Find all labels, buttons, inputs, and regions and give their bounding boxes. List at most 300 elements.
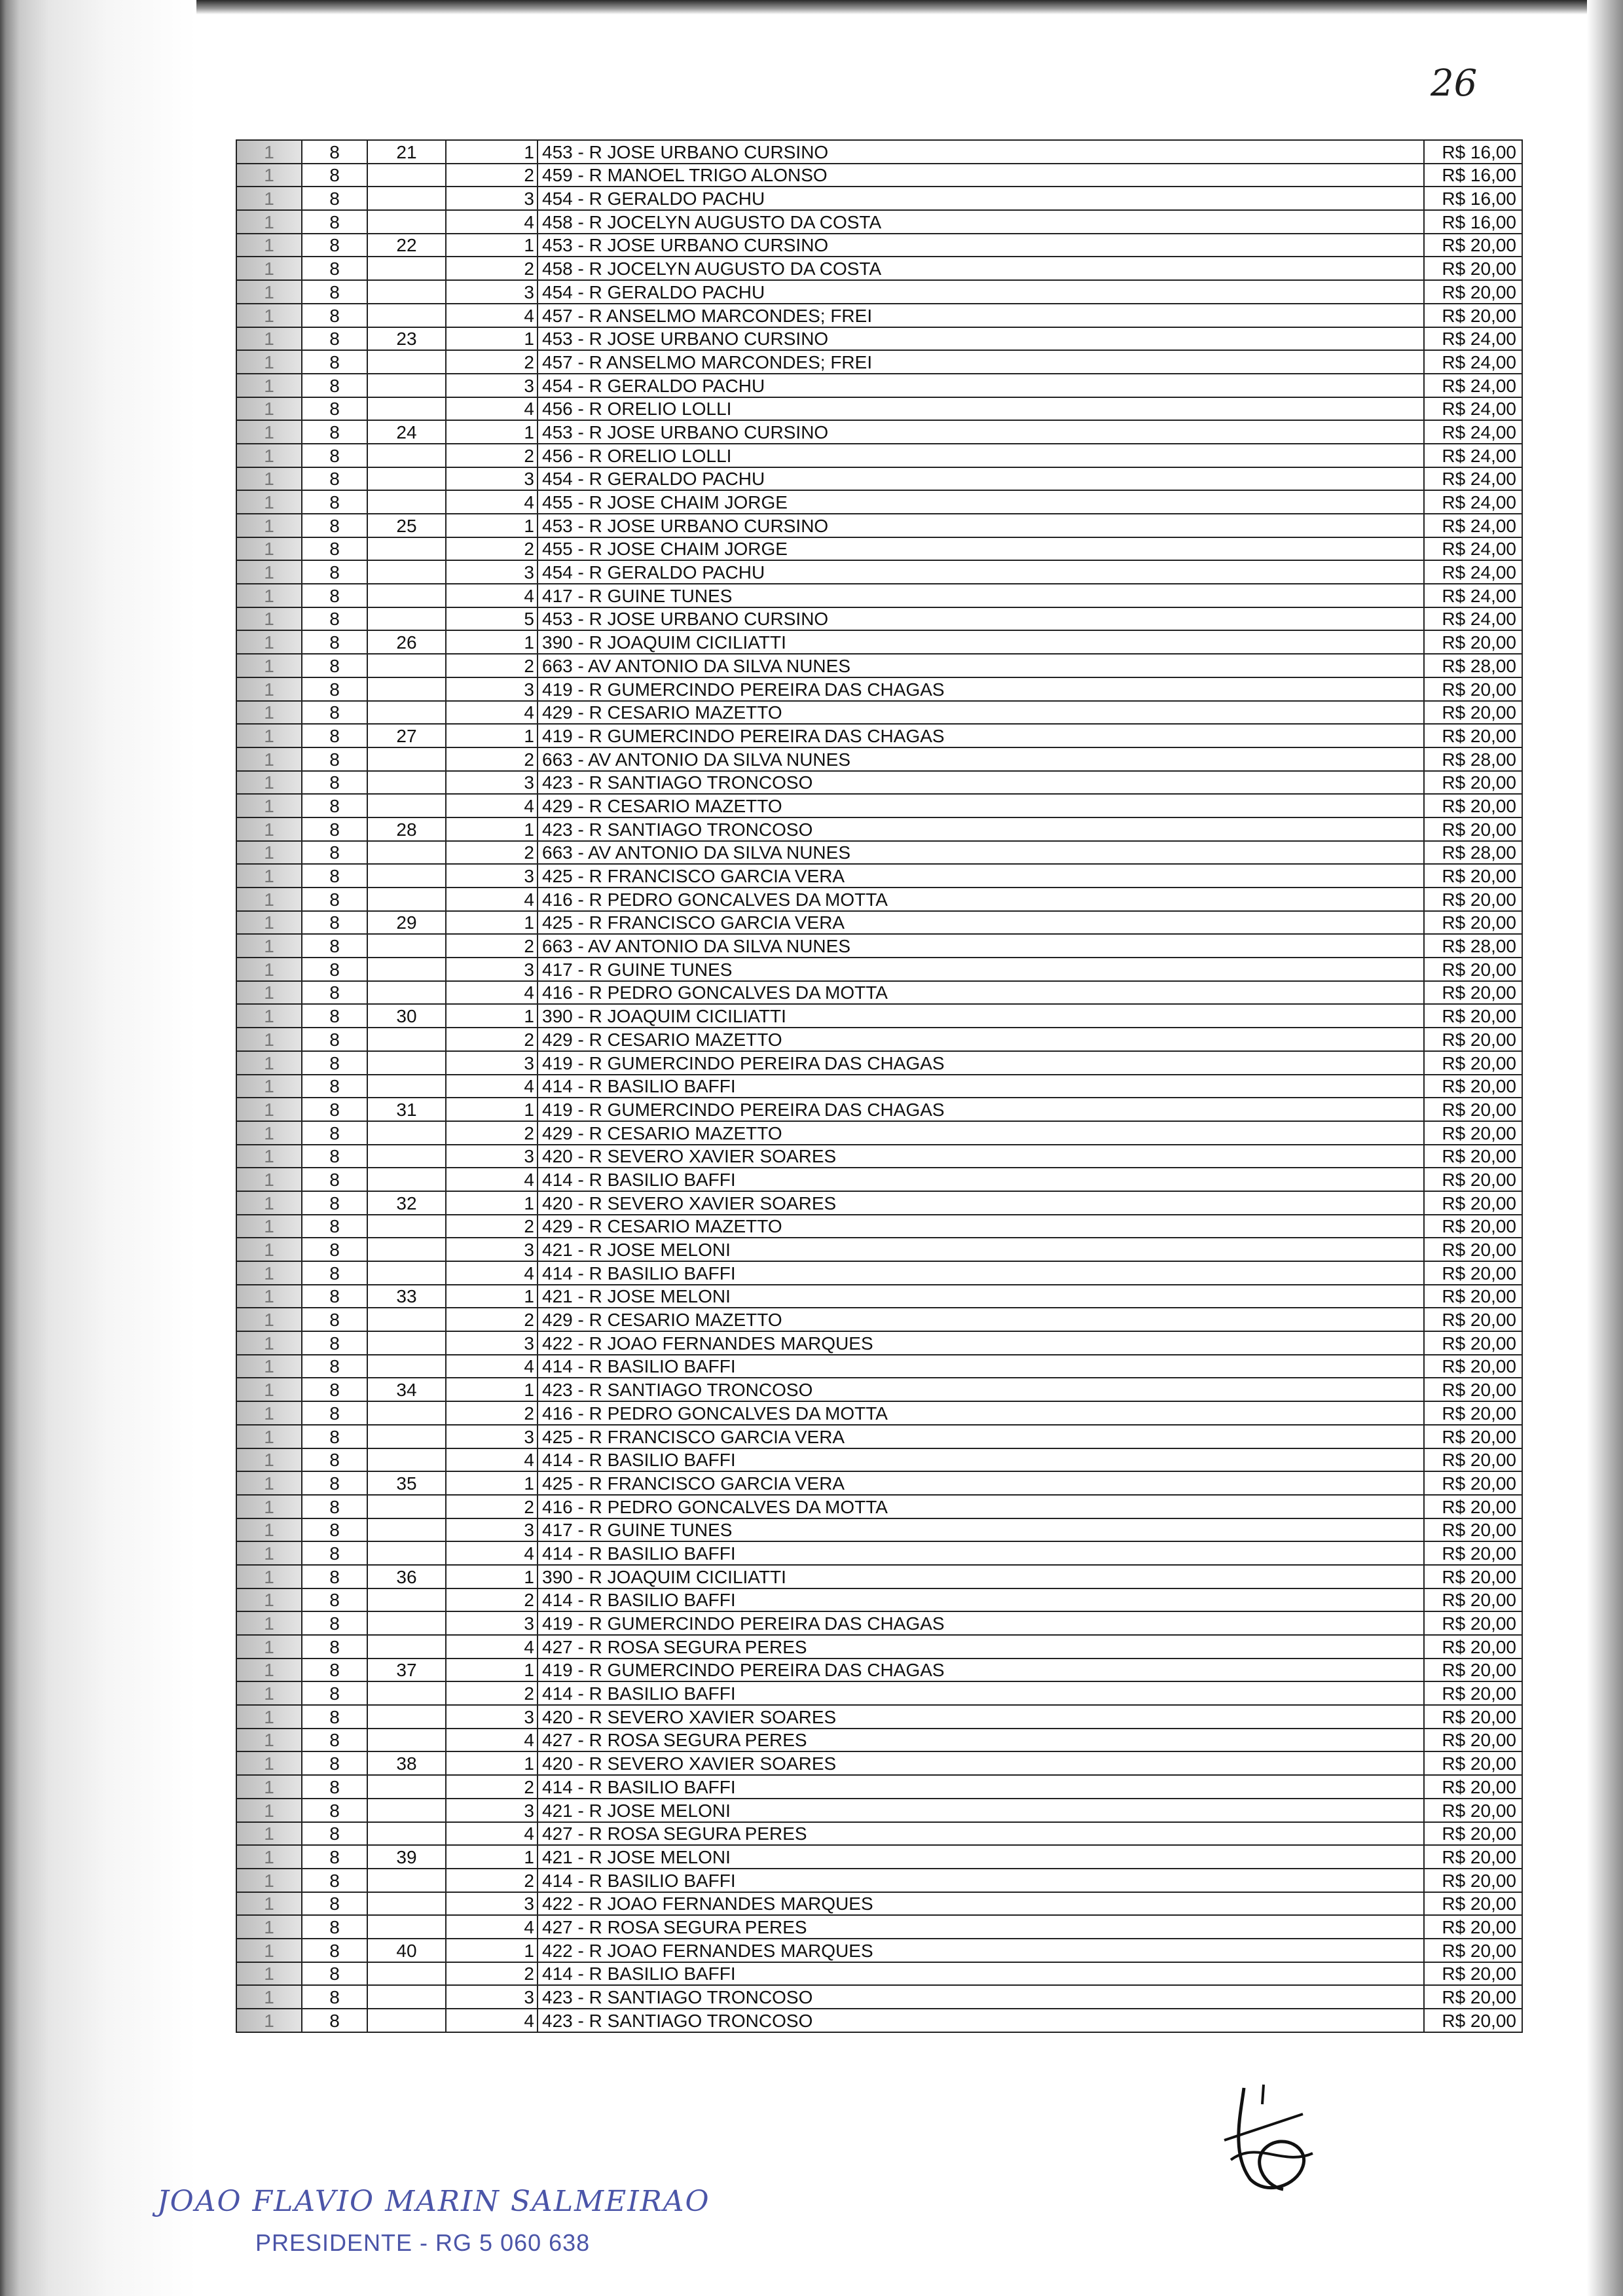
row-col-b: 8 (302, 1075, 367, 1098)
row-sequence: 2 (446, 747, 538, 771)
row-group-number (367, 1121, 446, 1145)
row-street: 414 - R BASILIO BAFFI (538, 1168, 1424, 1191)
row-value: R$ 20,00 (1424, 1518, 1522, 1542)
table-row (236, 1495, 1522, 1518)
table-row (236, 1751, 1522, 1775)
table-row (236, 1471, 1522, 1495)
row-value: R$ 20,00 (1424, 1261, 1522, 1285)
row-sequence: 4 (446, 1168, 538, 1191)
row-value: R$ 20,00 (1424, 1355, 1522, 1378)
row-col-b: 8 (302, 140, 367, 164)
row-sequence: 1 (446, 420, 538, 444)
row-col-b: 8 (302, 1565, 367, 1588)
row-value: R$ 20,00 (1424, 1985, 1522, 2009)
row-group-number (367, 1915, 446, 1939)
row-group-number (367, 490, 446, 514)
row-group-number: 40 (367, 1939, 446, 1962)
row-col-b: 8 (302, 584, 367, 607)
row-group-number: 38 (367, 1751, 446, 1775)
table-row (236, 1611, 1522, 1635)
row-group-number (367, 584, 446, 607)
row-sequence: 3 (446, 677, 538, 701)
row-group-number: 25 (367, 514, 446, 537)
row-sequence: 4 (446, 701, 538, 725)
table-row (236, 397, 1522, 421)
table-row (236, 1518, 1522, 1542)
row-value: R$ 24,00 (1424, 584, 1522, 607)
row-col-a: 1 (236, 1331, 302, 1355)
row-value: R$ 28,00 (1424, 747, 1522, 771)
row-group-number (367, 1729, 446, 1752)
row-group-number: 31 (367, 1098, 446, 1121)
row-sequence: 3 (446, 1799, 538, 1822)
row-group-number (367, 958, 446, 981)
row-sequence: 1 (446, 1471, 538, 1495)
row-group-number (367, 1541, 446, 1565)
row-group-number (367, 1401, 446, 1425)
table-row (236, 1985, 1522, 2009)
row-group-number: 37 (367, 1659, 446, 1682)
row-value: R$ 20,00 (1424, 1051, 1522, 1075)
row-value: R$ 20,00 (1424, 1448, 1522, 1472)
row-sequence: 2 (446, 841, 538, 865)
row-col-b: 8 (302, 817, 367, 841)
table-row (236, 2009, 1522, 2032)
row-value: R$ 20,00 (1424, 1238, 1522, 1261)
row-value: R$ 20,00 (1424, 724, 1522, 747)
row-street: 455 - R JOSE CHAIM JORGE (538, 537, 1424, 561)
row-col-b: 8 (302, 257, 367, 280)
row-value: R$ 20,00 (1424, 1939, 1522, 1962)
row-group-number (367, 771, 446, 795)
table-row (236, 864, 1522, 888)
row-group-number (367, 187, 446, 210)
row-street: 427 - R ROSA SEGURA PERES (538, 1635, 1424, 1659)
row-sequence: 2 (446, 1121, 538, 1145)
row-col-a: 1 (236, 607, 302, 631)
row-group-number (367, 1681, 446, 1705)
row-col-a: 1 (236, 1378, 302, 1401)
row-col-b: 8 (302, 1588, 367, 1612)
row-sequence: 4 (446, 490, 538, 514)
row-sequence: 3 (446, 187, 538, 210)
row-group-number: 33 (367, 1285, 446, 1308)
table-row (236, 1565, 1522, 1588)
row-sequence: 4 (446, 888, 538, 911)
row-col-a: 1 (236, 1962, 302, 1986)
table-row (236, 1401, 1522, 1425)
table-row (236, 420, 1522, 444)
row-col-b: 8 (302, 1238, 367, 1261)
row-col-b: 8 (302, 1261, 367, 1285)
route-table-body (236, 140, 1522, 2032)
row-group-number (367, 864, 446, 888)
table-row (236, 560, 1522, 584)
row-col-a: 1 (236, 1775, 302, 1799)
table-row (236, 794, 1522, 817)
row-col-a: 1 (236, 888, 302, 911)
row-col-a: 1 (236, 1121, 302, 1145)
row-col-b: 8 (302, 1331, 367, 1355)
row-sequence: 2 (446, 1215, 538, 1238)
row-col-b: 8 (302, 514, 367, 537)
table-row (236, 1425, 1522, 1448)
row-group-number (367, 537, 446, 561)
row-col-a: 1 (236, 1611, 302, 1635)
row-col-a: 1 (236, 630, 302, 654)
table-row (236, 1822, 1522, 1846)
row-street: 414 - R BASILIO BAFFI (538, 1541, 1424, 1565)
row-col-a: 1 (236, 1448, 302, 1472)
row-street: 427 - R ROSA SEGURA PERES (538, 1915, 1424, 1939)
row-value: R$ 24,00 (1424, 350, 1522, 374)
row-col-b: 8 (302, 1659, 367, 1682)
table-row (236, 1869, 1522, 1892)
row-street: 414 - R BASILIO BAFFI (538, 1869, 1424, 1892)
row-value: R$ 20,00 (1424, 1892, 1522, 1916)
row-group-number (367, 654, 446, 677)
row-col-a: 1 (236, 1659, 302, 1682)
row-value: R$ 20,00 (1424, 630, 1522, 654)
table-row (236, 467, 1522, 491)
row-col-a: 1 (236, 584, 302, 607)
row-value: R$ 20,00 (1424, 1705, 1522, 1729)
row-col-b: 8 (302, 701, 367, 725)
row-col-a: 1 (236, 1075, 302, 1098)
row-street: 454 - R GERALDO PACHU (538, 467, 1424, 491)
row-sequence: 1 (446, 1378, 538, 1401)
row-col-b: 8 (302, 1145, 367, 1168)
table-row (236, 584, 1522, 607)
row-group-number (367, 1635, 446, 1659)
row-group-number (367, 1705, 446, 1729)
row-col-b: 8 (302, 771, 367, 795)
row-street: 417 - R GUINE TUNES (538, 584, 1424, 607)
row-sequence: 4 (446, 2009, 538, 2032)
row-col-a: 1 (236, 958, 302, 981)
table-row (236, 677, 1522, 701)
row-value: R$ 20,00 (1424, 234, 1522, 257)
row-sequence: 4 (446, 1635, 538, 1659)
row-value: R$ 20,00 (1424, 1541, 1522, 1565)
row-col-a: 1 (236, 1425, 302, 1448)
row-value: R$ 24,00 (1424, 397, 1522, 421)
row-col-a: 1 (236, 1705, 302, 1729)
row-street: 421 - R JOSE MELONI (538, 1285, 1424, 1308)
row-value: R$ 20,00 (1424, 794, 1522, 817)
row-col-b: 8 (302, 1028, 367, 1051)
row-group-number (367, 1355, 446, 1378)
row-sequence: 3 (446, 1518, 538, 1542)
row-group-number: 23 (367, 327, 446, 351)
row-value: R$ 20,00 (1424, 1004, 1522, 1028)
row-sequence: 2 (446, 1681, 538, 1705)
row-value: R$ 20,00 (1424, 1285, 1522, 1308)
row-value: R$ 20,00 (1424, 911, 1522, 935)
row-col-b: 8 (302, 1775, 367, 1799)
row-col-b: 8 (302, 374, 367, 397)
row-col-b: 8 (302, 1681, 367, 1705)
row-group-number: 39 (367, 1845, 446, 1869)
table-row (236, 747, 1522, 771)
row-street: 425 - R FRANCISCO GARCIA VERA (538, 864, 1424, 888)
row-group-number (367, 1775, 446, 1799)
row-col-b: 8 (302, 1799, 367, 1822)
table-row (236, 1635, 1522, 1659)
row-group-number (367, 981, 446, 1005)
row-sequence: 5 (446, 607, 538, 631)
row-street: 454 - R GERALDO PACHU (538, 187, 1424, 210)
row-col-a: 1 (236, 1635, 302, 1659)
row-group-number (367, 607, 446, 631)
row-street: 454 - R GERALDO PACHU (538, 280, 1424, 304)
row-sequence: 4 (446, 981, 538, 1005)
row-street: 419 - R GUMERCINDO PEREIRA DAS CHAGAS (538, 1611, 1424, 1635)
row-col-a: 1 (236, 911, 302, 935)
row-street: 414 - R BASILIO BAFFI (538, 1075, 1424, 1098)
row-value: R$ 20,00 (1424, 1611, 1522, 1635)
row-value: R$ 24,00 (1424, 560, 1522, 584)
row-col-b: 8 (302, 607, 367, 631)
row-sequence: 2 (446, 654, 538, 677)
row-street: 390 - R JOAQUIM CICILIATTI (538, 1565, 1424, 1588)
row-col-b: 8 (302, 560, 367, 584)
table-row (236, 257, 1522, 280)
row-street: 414 - R BASILIO BAFFI (538, 1355, 1424, 1378)
row-sequence: 1 (446, 1751, 538, 1775)
row-col-a: 1 (236, 187, 302, 210)
row-col-a: 1 (236, 1729, 302, 1752)
row-street: 457 - R ANSELMO MARCONDES; FREI (538, 304, 1424, 327)
row-col-a: 1 (236, 1145, 302, 1168)
row-col-a: 1 (236, 1495, 302, 1518)
row-group-number (367, 1238, 446, 1261)
row-value: R$ 20,00 (1424, 304, 1522, 327)
row-col-a: 1 (236, 397, 302, 421)
row-street: 429 - R CESARIO MAZETTO (538, 794, 1424, 817)
page-number: 26 (1431, 62, 1478, 105)
row-sequence: 1 (446, 234, 538, 257)
row-col-a: 1 (236, 234, 302, 257)
row-value: R$ 20,00 (1424, 1471, 1522, 1495)
row-col-a: 1 (236, 210, 302, 234)
row-value: R$ 24,00 (1424, 327, 1522, 351)
row-sequence: 2 (446, 1588, 538, 1612)
row-col-a: 1 (236, 1822, 302, 1846)
table-row (236, 1355, 1522, 1378)
row-col-a: 1 (236, 1939, 302, 1962)
row-col-a: 1 (236, 1098, 302, 1121)
row-street: 419 - R GUMERCINDO PEREIRA DAS CHAGAS (538, 677, 1424, 701)
table-row (236, 1285, 1522, 1308)
row-sequence: 1 (446, 1565, 538, 1588)
table-row (236, 234, 1522, 257)
row-sequence: 1 (446, 1659, 538, 1682)
row-group-number: 34 (367, 1378, 446, 1401)
row-col-b: 8 (302, 1915, 367, 1939)
row-col-b: 8 (302, 1729, 367, 1752)
row-street: 423 - R SANTIAGO TRONCOSO (538, 771, 1424, 795)
row-street: 425 - R FRANCISCO GARCIA VERA (538, 1425, 1424, 1448)
row-sequence: 2 (446, 1308, 538, 1331)
row-value: R$ 24,00 (1424, 467, 1522, 491)
president-stamp (157, 2179, 710, 2278)
row-col-a: 1 (236, 1238, 302, 1261)
row-col-a: 1 (236, 677, 302, 701)
row-col-b: 8 (302, 444, 367, 467)
row-sequence: 1 (446, 911, 538, 935)
table-row (236, 934, 1522, 958)
row-col-a: 1 (236, 2009, 302, 2032)
table-row (236, 1962, 1522, 1986)
row-col-a: 1 (236, 467, 302, 491)
row-group-number (367, 1028, 446, 1051)
row-sequence: 4 (446, 1261, 538, 1285)
table-row (236, 140, 1522, 164)
row-group-number (367, 560, 446, 584)
row-group-number (367, 1331, 446, 1355)
table-row (236, 817, 1522, 841)
row-street: 414 - R BASILIO BAFFI (538, 1261, 1424, 1285)
row-street: 429 - R CESARIO MAZETTO (538, 1121, 1424, 1145)
row-col-a: 1 (236, 444, 302, 467)
row-col-a: 1 (236, 327, 302, 351)
row-sequence: 2 (446, 1962, 538, 1986)
row-col-a: 1 (236, 1051, 302, 1075)
row-sequence: 4 (446, 304, 538, 327)
row-value: R$ 20,00 (1424, 1145, 1522, 1168)
row-col-b: 8 (302, 1378, 367, 1401)
row-value: R$ 20,00 (1424, 1845, 1522, 1869)
signature-icon (1205, 2075, 1322, 2199)
row-group-number (367, 1892, 446, 1916)
row-group-number (367, 280, 446, 304)
row-value: R$ 20,00 (1424, 1495, 1522, 1518)
row-col-b: 8 (302, 1168, 367, 1191)
table-row (236, 374, 1522, 397)
row-col-b: 8 (302, 1051, 367, 1075)
row-sequence: 3 (446, 1705, 538, 1729)
row-sequence: 3 (446, 958, 538, 981)
row-street: 427 - R ROSA SEGURA PERES (538, 1822, 1424, 1846)
row-street: 420 - R SEVERO XAVIER SOARES (538, 1751, 1424, 1775)
row-sequence: 3 (446, 280, 538, 304)
row-group-number: 36 (367, 1565, 446, 1588)
row-value: R$ 20,00 (1424, 1588, 1522, 1612)
row-col-b: 8 (302, 490, 367, 514)
table-row (236, 1075, 1522, 1098)
row-value: R$ 20,00 (1424, 1075, 1522, 1098)
table-row (236, 537, 1522, 561)
row-sequence: 1 (446, 140, 538, 164)
row-street: 663 - AV ANTONIO DA SILVA NUNES (538, 747, 1424, 771)
row-col-b: 8 (302, 1845, 367, 1869)
row-street: 416 - R PEDRO GONCALVES DA MOTTA (538, 888, 1424, 911)
row-group-number (367, 747, 446, 771)
row-value: R$ 16,00 (1424, 140, 1522, 164)
row-col-a: 1 (236, 701, 302, 725)
row-street: 429 - R CESARIO MAZETTO (538, 1308, 1424, 1331)
row-street: 663 - AV ANTONIO DA SILVA NUNES (538, 934, 1424, 958)
row-sequence: 4 (446, 397, 538, 421)
row-street: 454 - R GERALDO PACHU (538, 560, 1424, 584)
row-group-number (367, 2009, 446, 2032)
table-row (236, 841, 1522, 865)
row-value: R$ 20,00 (1424, 1215, 1522, 1238)
row-sequence: 1 (446, 514, 538, 537)
row-group-number (367, 1425, 446, 1448)
row-sequence: 1 (446, 1285, 538, 1308)
row-group-number (367, 210, 446, 234)
row-value: R$ 16,00 (1424, 164, 1522, 187)
row-street: 416 - R PEDRO GONCALVES DA MOTTA (538, 1401, 1424, 1425)
row-street: 455 - R JOSE CHAIM JORGE (538, 490, 1424, 514)
table-row (236, 1261, 1522, 1285)
row-value: R$ 28,00 (1424, 841, 1522, 865)
row-value: R$ 20,00 (1424, 1962, 1522, 1986)
row-col-b: 8 (302, 420, 367, 444)
row-col-b: 8 (302, 1191, 367, 1215)
row-col-b: 8 (302, 1518, 367, 1542)
row-street: 427 - R ROSA SEGURA PERES (538, 1729, 1424, 1752)
row-col-b: 8 (302, 794, 367, 817)
row-col-a: 1 (236, 1915, 302, 1939)
row-col-a: 1 (236, 1518, 302, 1542)
row-group-number (367, 444, 446, 467)
row-col-a: 1 (236, 1985, 302, 2009)
row-group-number: 30 (367, 1004, 446, 1028)
row-street: 453 - R JOSE URBANO CURSINO (538, 514, 1424, 537)
table-row (236, 981, 1522, 1005)
row-value: R$ 20,00 (1424, 1121, 1522, 1145)
row-col-a: 1 (236, 771, 302, 795)
row-col-a: 1 (236, 1308, 302, 1331)
row-col-b: 8 (302, 1121, 367, 1145)
row-col-b: 8 (302, 958, 367, 981)
row-sequence: 1 (446, 1004, 538, 1028)
row-group-number: 26 (367, 630, 446, 654)
row-street: 429 - R CESARIO MAZETTO (538, 701, 1424, 725)
row-value: R$ 20,00 (1424, 1775, 1522, 1799)
row-sequence: 4 (446, 1915, 538, 1939)
row-col-b: 8 (302, 280, 367, 304)
row-value: R$ 20,00 (1424, 958, 1522, 981)
row-col-a: 1 (236, 654, 302, 677)
row-sequence: 3 (446, 374, 538, 397)
table-row (236, 1681, 1522, 1705)
table-row (236, 210, 1522, 234)
row-sequence: 1 (446, 1845, 538, 1869)
row-street: 417 - R GUINE TUNES (538, 958, 1424, 981)
row-street: 419 - R GUMERCINDO PEREIRA DAS CHAGAS (538, 1051, 1424, 1075)
row-col-a: 1 (236, 1261, 302, 1285)
row-value: R$ 20,00 (1424, 771, 1522, 795)
row-group-number (367, 1822, 446, 1846)
row-col-a: 1 (236, 1799, 302, 1822)
row-col-b: 8 (302, 327, 367, 351)
table-row (236, 1121, 1522, 1145)
row-value: R$ 20,00 (1424, 1308, 1522, 1331)
row-col-b: 8 (302, 1541, 367, 1565)
row-street: 423 - R SANTIAGO TRONCOSO (538, 1985, 1424, 2009)
row-street: 663 - AV ANTONIO DA SILVA NUNES (538, 841, 1424, 865)
row-sequence: 2 (446, 257, 538, 280)
row-col-a: 1 (236, 1471, 302, 1495)
row-col-b: 8 (302, 1939, 367, 1962)
row-col-a: 1 (236, 1355, 302, 1378)
row-col-a: 1 (236, 1541, 302, 1565)
row-col-b: 8 (302, 1471, 367, 1495)
